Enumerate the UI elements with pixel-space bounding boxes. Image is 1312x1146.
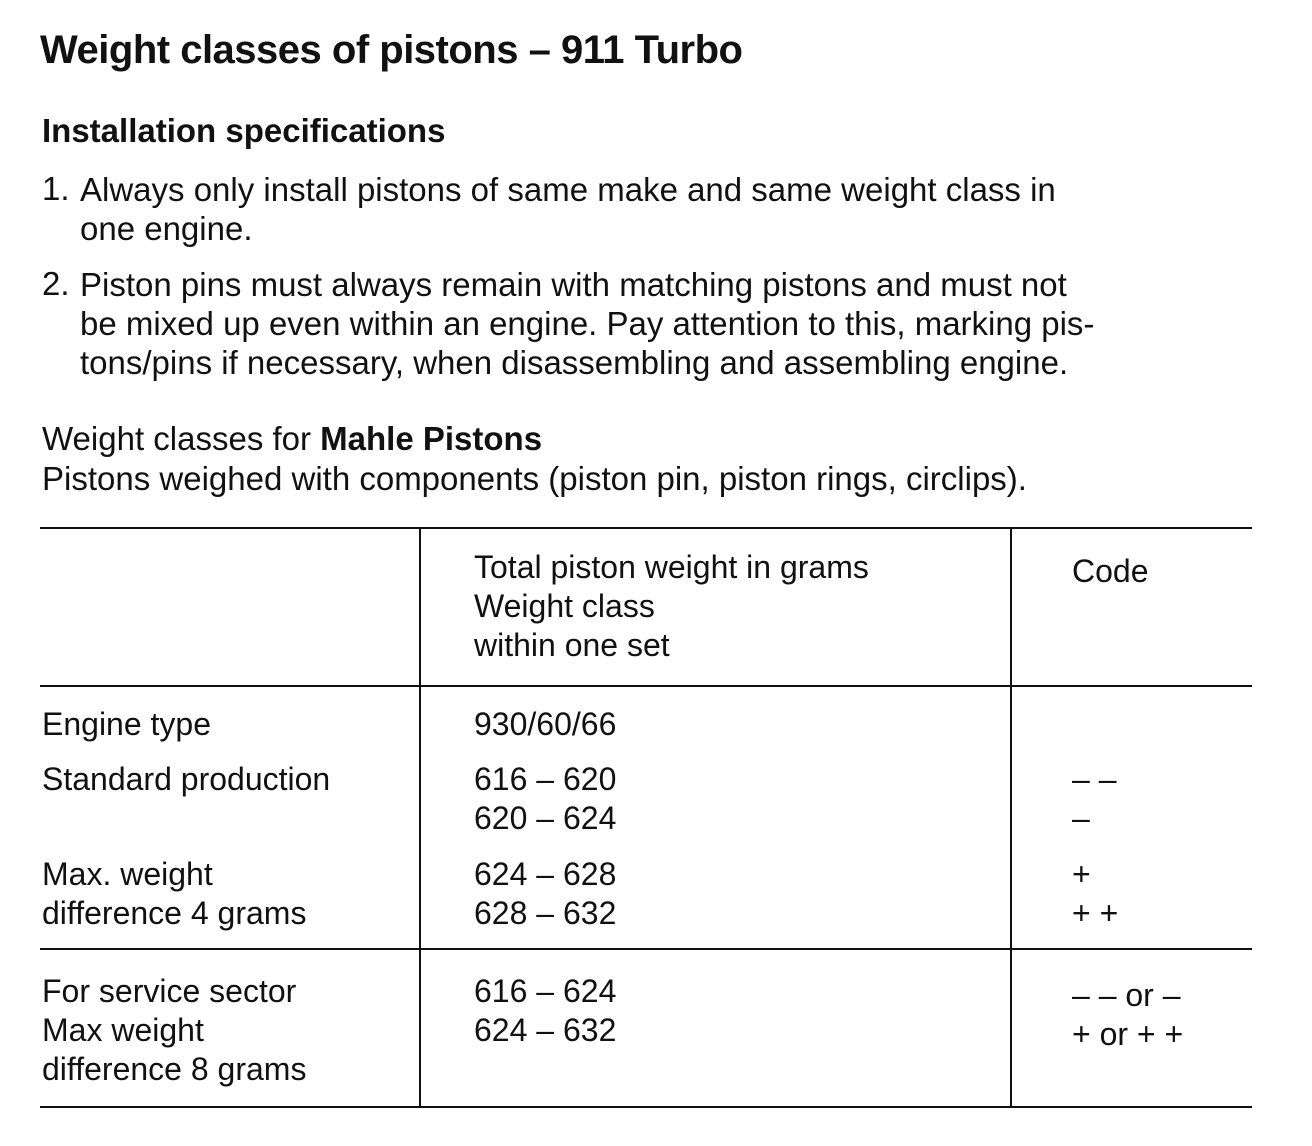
standard-label-line: Standard production: [42, 761, 331, 797]
header-code: Code: [1072, 553, 1149, 589]
instruction-line: Piston pins must always remain with matching pistons and must not: [80, 266, 1067, 303]
weight-code: + or + +: [1072, 1016, 1184, 1052]
instruction-number: 1.: [42, 170, 70, 207]
table-rule-header: [40, 685, 1252, 687]
instruction-line: one engine.: [80, 210, 253, 247]
instruction-number: 2.: [42, 265, 70, 302]
service-label-line: difference 8 grams: [42, 1051, 307, 1087]
page-title: Weight classes of pistons – 911 Turbo: [40, 28, 743, 72]
table-rule-group: [40, 948, 1252, 950]
weight-code: – – or –: [1072, 977, 1181, 1013]
weight-code: + +: [1072, 895, 1119, 931]
table-divider-right: [1010, 528, 1012, 1107]
header-weight-line: within one set: [474, 627, 670, 663]
weight-code: +: [1072, 856, 1091, 892]
weight-classes-intro-prefix: Weight classes for: [42, 420, 321, 457]
table-rule-bottom: [40, 1106, 1252, 1108]
section-heading-installation: Installation specifications: [42, 112, 446, 149]
standard-label-line: Max. weight: [42, 856, 213, 892]
engine-type-label: Engine type: [42, 706, 212, 742]
header-weight-line: Total piston weight in grams: [474, 549, 869, 585]
weight-range: 624 – 628: [474, 856, 617, 892]
weight-range: 624 – 632: [474, 1012, 617, 1048]
instruction-line: Always only install pistons of same make and same weight class in: [80, 171, 1056, 208]
service-label-line: Max weight: [42, 1012, 204, 1048]
table-divider-left: [419, 528, 421, 1107]
engine-type-value: 930/60/66: [474, 706, 617, 742]
weight-range: 616 – 620: [474, 761, 617, 797]
manufacturer-name: Mahle Pistons: [320, 420, 543, 457]
standard-label-line: difference 4 grams: [42, 895, 307, 931]
weight-range: 628 – 632: [474, 895, 617, 931]
weighing-note: Pistons weighed with components (piston pin, piston rings, circlips).: [42, 460, 1027, 497]
instruction-line: tons/pins if necessary, when disassembling and assembling engine.: [80, 344, 1069, 381]
instruction-line: be mixed up even within an engine. Pay attention to this, marking pis-: [80, 305, 1095, 342]
weight-code: – –: [1072, 761, 1117, 797]
weight-classes-intro: [42, 420, 542, 458]
weight-range: 616 – 624: [474, 973, 617, 1009]
header-weight-line: Weight class: [474, 588, 655, 624]
table-rule-top: [40, 527, 1252, 529]
weight-range: 620 – 624: [474, 800, 617, 836]
weight-code: –: [1072, 800, 1090, 836]
service-label-line: For service sector: [42, 973, 297, 1009]
